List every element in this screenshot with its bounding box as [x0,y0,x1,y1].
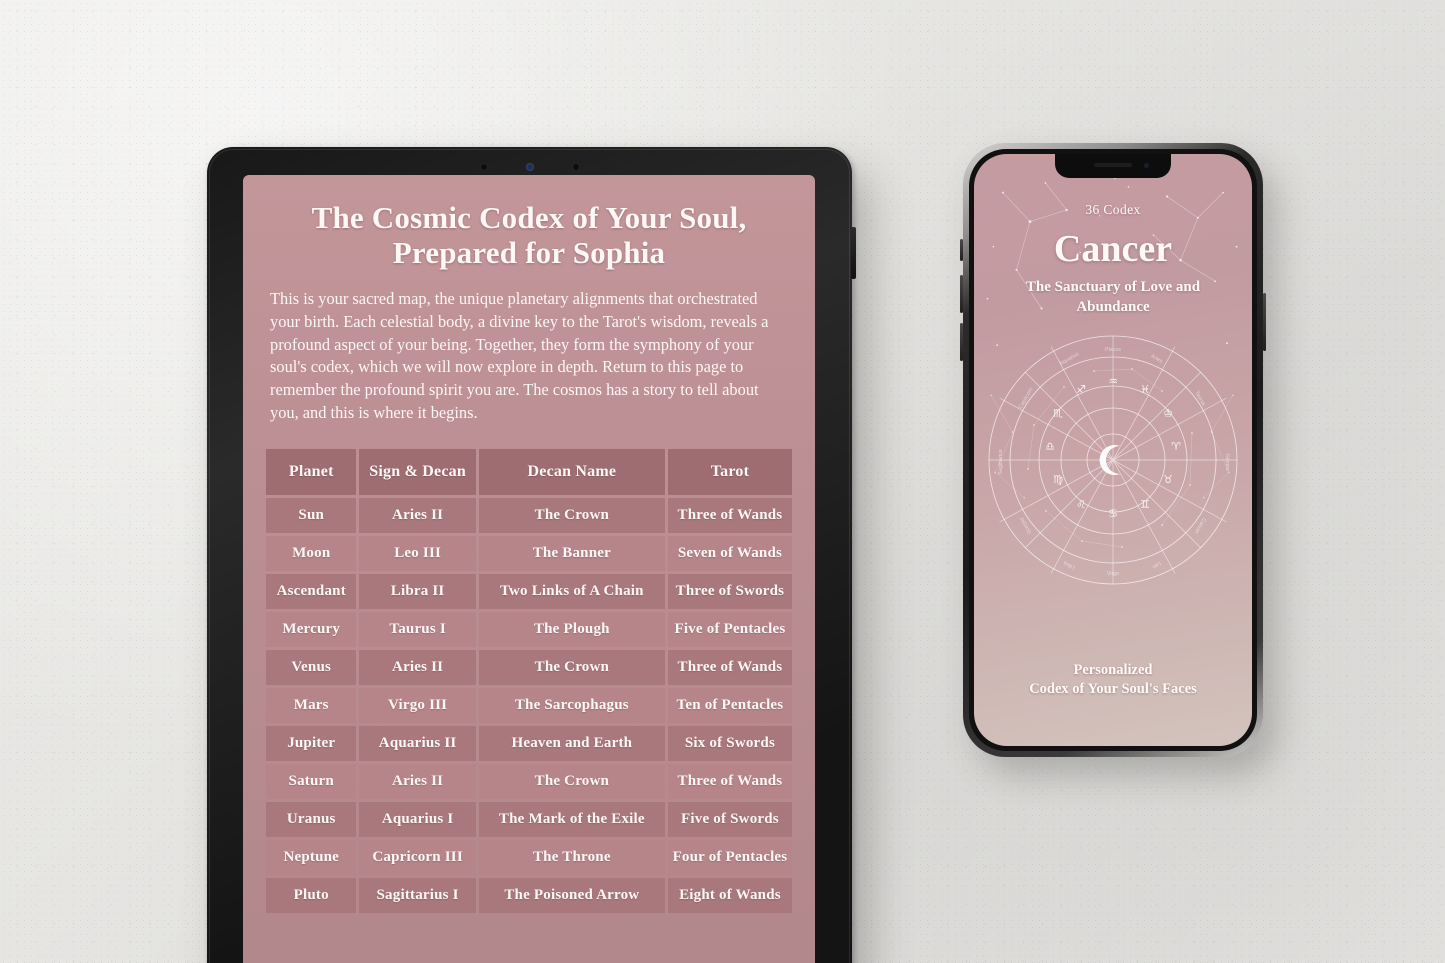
table-row [266,764,792,799]
zodiac-sign-title: Cancer [1053,228,1173,270]
table-row [266,574,792,609]
svg-text:Aries: Aries [1149,353,1164,365]
cell-decan-name: The Plough [479,612,665,647]
svg-text:Leo: Leo [1151,560,1162,570]
cell-decan-name: The Crown [479,650,665,685]
cell-tarot: Three of Swords [668,574,792,609]
cell-sign-decan: Virgo III [359,688,475,723]
intro-paragraph: This is your sacred map, the unique planetary alignments that orchestrated your birth. Each celestial body, a divine key to the Tarot's wisdom, reveals a profound aspect of your being. Together, they form the symphony of your soul's codex, which we will now explore in depth. Return to this page to remember the profound spirit you are. The cosmos has a story to tell about you, and this is where it begins. [270,289,769,422]
svg-text:Aquarius: Aquarius [1058,351,1081,368]
cell-planet: Sun [266,498,356,533]
cell-sign-decan: Aquarius I [359,802,475,837]
cell-sign-decan: Taurus I [359,612,475,647]
tablet-camera-icon [526,163,534,171]
cell-sign-decan: Sagittarius I [359,878,475,913]
cell-sign-decan: Aries II [359,650,475,685]
table-row [266,498,792,533]
table-row [266,726,792,761]
cell-planet: Pluto [266,878,356,913]
codex-table-wrapper [243,446,815,916]
zodiac-subtitle: The Sanctuary of Love and Abundance [1025,279,1201,315]
footer-line-2: Codex of Your Soul's Faces [1029,681,1197,698]
phone-device [963,143,1263,757]
cell-sign-decan: Aquarius II [359,726,475,761]
codex-kicker: 36 Codex [1085,202,1141,217]
phone-power-button[interactable] [1263,293,1266,351]
table-row [266,650,792,685]
cell-planet: Mars [266,688,356,723]
cell-tarot: Three of Wands [668,650,792,685]
svg-text:♉: ♉ [1163,473,1173,486]
svg-text:Taurus: Taurus [1193,389,1207,408]
tablet-power-button[interactable] [851,227,856,279]
phone-mute-switch[interactable] [960,239,963,261]
svg-text:Pisces: Pisces [1105,347,1121,353]
page-title: The Cosmic Codex of Your Soul, Prepared for Sophia [311,200,747,270]
svg-text:♔: ♔ [1163,407,1173,420]
cell-tarot: Four of Pentacles [668,840,792,875]
table-row [266,688,792,723]
column-header-planet: Planet [266,449,356,495]
cell-decan-name: The Throne [479,840,665,875]
svg-text:Scorpio: Scorpio [1018,516,1034,535]
cell-decan-name: Two Links of A Chain [479,574,665,609]
svg-text:Virgo: Virgo [1106,571,1120,577]
cell-tarot: Three of Wands [668,498,792,533]
cell-planet: Jupiter [266,726,356,761]
svg-text:♎: ♎ [1045,440,1055,453]
cell-tarot: Seven of Wands [668,536,792,571]
tablet-device [207,147,852,963]
cell-decan-name: The Mark of the Exile [479,802,665,837]
cell-sign-decan: Leo III [359,536,475,571]
cell-tarot: Five of Swords [668,802,792,837]
cell-sign-decan: Capricorn III [359,840,475,875]
svg-text:♒: ♒ [1108,375,1118,388]
tablet-camera-bar [207,159,852,175]
svg-text:♐: ♐ [1076,383,1086,396]
zodiac-wheel[interactable] [986,333,1240,587]
svg-text:Capricorn: Capricorn [1017,386,1035,411]
svg-text:♌: ♌ [1076,498,1086,511]
column-header-sign-decan: Sign & Decan [359,449,475,495]
cell-planet: Moon [266,536,356,571]
column-header-decan-name: Decan Name [479,449,665,495]
svg-text:♓: ♓ [1140,383,1150,396]
tablet-sensor-icon [480,163,488,171]
cell-decan-name: The Crown [479,498,665,533]
table-row [266,612,792,647]
footer-line-1: Personalized [1073,661,1153,678]
front-camera-icon [1144,163,1149,168]
cell-decan-name: Heaven and Earth [479,726,665,761]
table-row [266,840,792,875]
cell-decan-name: The Poisoned Arrow [479,878,665,913]
codex-table [263,446,795,916]
cell-tarot: Ten of Pentacles [668,688,792,723]
cell-tarot: Five of Pentacles [668,612,792,647]
cell-sign-decan: Libra II [359,574,475,609]
cell-planet: Neptune [266,840,356,875]
table-header-row [266,449,792,495]
table-row [266,802,792,837]
svg-text:Cancer: Cancer [1192,516,1207,535]
phone-volume-down-button[interactable] [960,323,963,361]
cell-tarot: Six of Swords [668,726,792,761]
zodiac-wheel-svg [986,333,1240,587]
tablet-screen[interactable] [243,175,815,963]
cell-decan-name: The Sarcophagus [479,688,665,723]
cell-tarot: Three of Wands [668,764,792,799]
document-header [243,175,815,428]
cell-planet: Uranus [266,802,356,837]
codex-document [243,175,815,963]
codex-table-body [266,498,792,913]
cell-decan-name: The Banner [479,536,665,571]
cell-sign-decan: Aries II [359,498,475,533]
table-row [266,878,792,913]
speaker-icon [1094,163,1132,167]
cell-tarot: Eight of Wands [668,878,792,913]
cell-planet: Venus [266,650,356,685]
codex-table-head [266,449,792,495]
column-header-tarot: Tarot [668,449,792,495]
phone-footer [1029,661,1197,700]
svg-text:Gemini: Gemini [1224,453,1230,471]
cell-decan-name: The Crown [479,764,665,799]
table-row [266,536,792,571]
phone-volume-up-button[interactable] [960,275,963,313]
cell-planet: Mercury [266,612,356,647]
phone-app-content [974,154,1252,746]
cell-sign-decan: Aries II [359,764,475,799]
svg-text:♋: ♋ [1108,507,1118,520]
svg-text:♍: ♍ [1053,473,1063,486]
svg-text:Libra: Libra [1062,559,1077,571]
phone-bezel [969,149,1257,751]
svg-text:♊: ♊ [1140,498,1150,511]
phone-notch [1055,154,1171,178]
phone-screen[interactable] [974,154,1252,746]
tablet-mic-icon [572,163,580,171]
svg-text:♏: ♏ [1053,407,1063,420]
svg-text:♈: ♈ [1171,440,1181,453]
cell-planet: Saturn [266,764,356,799]
svg-text:Sagittarius: Sagittarius [998,449,1004,475]
cell-planet: Ascendant [266,574,356,609]
